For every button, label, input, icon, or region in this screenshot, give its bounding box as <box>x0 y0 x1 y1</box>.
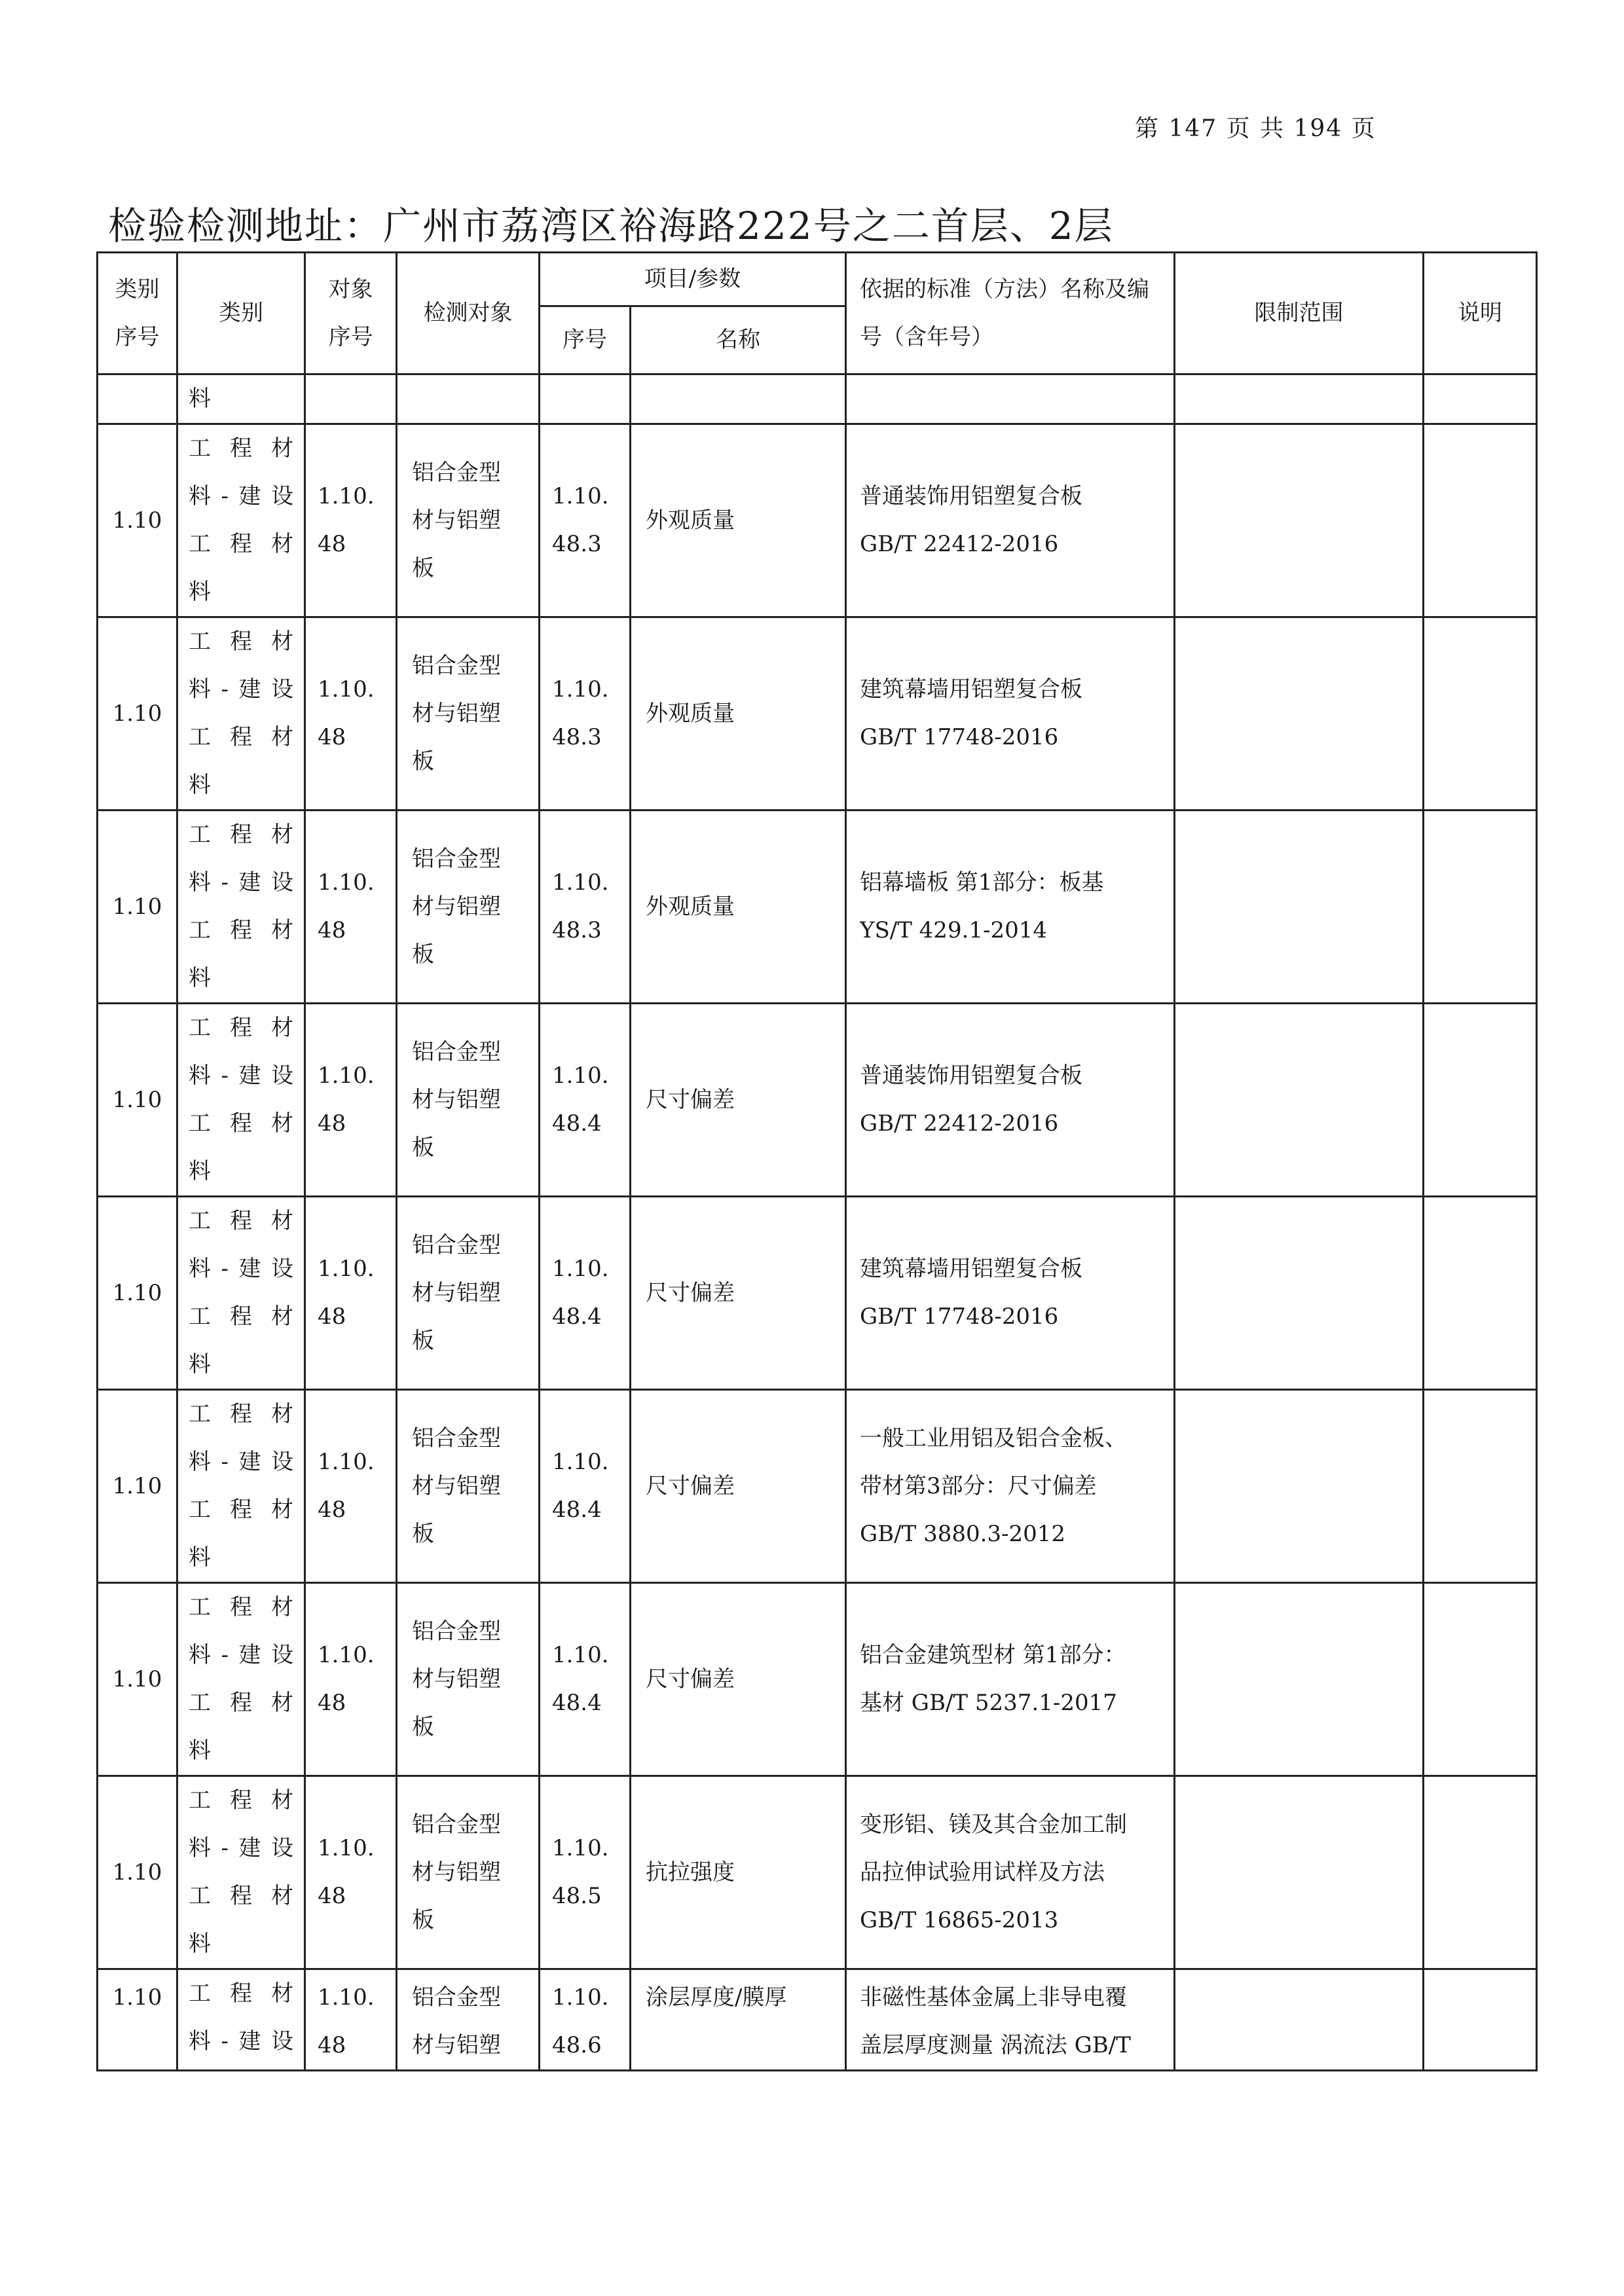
cell-object-number-line: 48 <box>318 531 346 557</box>
cell-param-name: 尺寸偏差 <box>631 1004 846 1197</box>
cell-test-object-line: 板 <box>412 748 434 774</box>
cell-standard-line: GB/T 22412-2016 <box>860 1110 1059 1137</box>
cell-param-number-line: 1.10. <box>552 1449 609 1475</box>
cell-limit-range <box>1175 1776 1424 1969</box>
cell-category-number: 1.10 <box>98 1197 177 1390</box>
header-limit-range: 限制范围 <box>1175 253 1424 374</box>
cell-standard-line: 建筑幕墙用铝塑复合板 <box>860 1256 1082 1282</box>
cell-category-number: 1.10 <box>98 1583 177 1776</box>
cell-param-number-line: 1.10. <box>552 869 609 896</box>
cell-param-number <box>540 617 631 811</box>
cell-param-number <box>540 1197 631 1390</box>
testing-address-heading: 检验检测地址：广州市荔湾区裕海路222号之二首层、2层 <box>108 204 1114 248</box>
accreditation-table <box>96 251 1538 2071</box>
cell-category-line: 工程材 <box>189 435 293 462</box>
cell-empty <box>846 374 1175 424</box>
cell-standard <box>846 1969 1175 2071</box>
cell-category-line: 料-建设 <box>189 1256 293 1282</box>
cell-remark <box>1424 617 1537 811</box>
cell-standard-line: 品拉伸试验用试样及方法 <box>860 1859 1105 1886</box>
cell-standard <box>846 1390 1175 1583</box>
header-object-number: 对象序号 <box>305 253 397 374</box>
cell-test-object-line: 材与铝塑 <box>412 1859 501 1886</box>
cell-remark <box>1424 1583 1537 1776</box>
cell-category-line: 料 <box>189 965 211 991</box>
cell-remark <box>1424 1776 1537 1969</box>
cell-limit-range <box>1175 1583 1424 1776</box>
cell-test-object <box>397 811 540 1004</box>
cell-standard-line: 盖层厚度测量 涡流法 GB/T <box>860 2032 1131 2058</box>
cell-object-number-line: 1.10. <box>318 1642 375 1668</box>
cell-category-line: 工程材 <box>189 1208 293 1234</box>
cell-test-object-line: 材与铝塑 <box>412 1666 501 1692</box>
cell-category-line: 工程材 <box>189 1401 293 1427</box>
cell-empty <box>98 374 177 424</box>
cell-param-number-line: 48.4 <box>552 1690 602 1716</box>
cell-category-tail: 料 <box>177 374 305 424</box>
cell-test-object-line: 材与铝塑 <box>412 507 501 534</box>
cell-object-number <box>305 1583 397 1776</box>
cell-object-number <box>305 1969 397 2071</box>
cell-limit-range <box>1175 1197 1424 1390</box>
cell-empty <box>1175 374 1424 424</box>
cell-standard-line: GB/T 17748-2016 <box>860 1303 1059 1330</box>
cell-category <box>177 617 305 811</box>
table-row <box>98 1583 1537 1776</box>
cell-object-number <box>305 1197 397 1390</box>
cell-test-object <box>397 424 540 617</box>
cell-test-object-line: 板 <box>412 1906 434 1933</box>
cell-param-name: 外观质量 <box>631 811 846 1004</box>
cell-category-line: 料 <box>189 1351 211 1377</box>
cell-category-line: 料-建设 <box>189 1063 293 1089</box>
cell-standard-line: YS/T 429.1-2014 <box>860 917 1048 943</box>
continuation-row <box>98 374 1537 424</box>
header-param-name: 名称 <box>631 306 846 374</box>
cell-category <box>177 1776 305 1969</box>
cell-category-line: 工程材 <box>189 1787 293 1813</box>
cell-test-object-line: 材与铝塑 <box>412 2032 501 2058</box>
cell-standard-line: 基材 GB/T 5237.1-2017 <box>860 1690 1117 1716</box>
cell-test-object-line: 材与铝塑 <box>412 893 501 920</box>
cell-standard <box>846 1583 1175 1776</box>
cell-object-number-line: 48 <box>318 1883 346 1909</box>
cell-category-line: 工程材 <box>189 1594 293 1620</box>
cell-test-object <box>397 617 540 811</box>
cell-category-line: 料 <box>189 579 211 605</box>
cell-param-number-line: 48.4 <box>552 1497 602 1523</box>
cell-object-number-line: 48 <box>318 724 346 750</box>
cell-category <box>177 424 305 617</box>
cell-remark <box>1424 1969 1537 2071</box>
cell-param-number-line: 1.10. <box>552 1984 609 2011</box>
cell-standard-line: 建筑幕墙用铝塑复合板 <box>860 676 1082 702</box>
cell-test-object-line: 板 <box>412 1713 434 1740</box>
cell-object-number-line: 1.10. <box>318 676 375 702</box>
cell-category <box>177 1390 305 1583</box>
cell-test-object-line: 材与铝塑 <box>412 700 501 727</box>
cell-param-number-line: 48.3 <box>552 531 602 557</box>
cell-category-line: 料-建设 <box>189 1835 293 1861</box>
cell-standard <box>846 617 1175 811</box>
cell-standard-line: 变形铝、镁及其合金加工制 <box>860 1811 1127 1838</box>
cell-category-line: 料 <box>189 1931 211 1957</box>
header-remark: 说明 <box>1424 253 1537 374</box>
cell-param-name: 外观质量 <box>631 424 846 617</box>
header-test-object: 检测对象 <box>397 253 540 374</box>
cell-standard-line: GB/T 3880.3-2012 <box>860 1520 1066 1547</box>
cell-category-number: 1.10 <box>98 1390 177 1583</box>
cell-param-number-line: 1.10. <box>552 483 609 509</box>
cell-param-number-line: 48.5 <box>552 1883 602 1909</box>
cell-limit-range <box>1175 1390 1424 1583</box>
cell-limit-range <box>1175 617 1424 811</box>
cell-test-object <box>397 1583 540 1776</box>
table-row <box>98 1776 1537 1969</box>
cell-test-object <box>397 1969 540 2071</box>
cell-category <box>177 1004 305 1197</box>
cell-limit-range <box>1175 1004 1424 1197</box>
cell-category-line: 料 <box>189 1738 211 1764</box>
cell-object-number-line: 48 <box>318 1497 346 1523</box>
cell-standard-line: 非磁性基体金属上非导电覆 <box>860 1984 1127 2011</box>
table-row <box>98 1004 1537 1197</box>
cell-object-number-line: 1.10. <box>318 1256 375 1282</box>
cell-param-name: 抗拉强度 <box>631 1776 846 1969</box>
cell-object-number-line: 1.10. <box>318 1984 375 2011</box>
cell-param-number <box>540 1390 631 1583</box>
cell-category <box>177 1583 305 1776</box>
cell-param-number <box>540 811 631 1004</box>
cell-category-line: 工程材 <box>189 917 293 943</box>
cell-limit-range <box>1175 811 1424 1004</box>
cell-remark <box>1424 811 1537 1004</box>
header-standard: 依据的标准（方法）名称及编号（含年号） <box>846 253 1175 374</box>
cell-standard <box>846 424 1175 617</box>
cell-category-line: 料-建设 <box>189 676 293 702</box>
cell-param-number-line: 48.3 <box>552 917 602 943</box>
cell-object-number-line: 1.10. <box>318 483 375 509</box>
cell-param-name: 涂层厚度/膜厚 <box>631 1969 846 2071</box>
cell-category-line: 料-建设 <box>189 483 293 509</box>
page-number: 第 147 页 共 194 页 <box>1135 115 1376 142</box>
cell-category-line: 料-建设 <box>189 1642 293 1668</box>
cell-category-line: 工程材 <box>189 1303 293 1330</box>
cell-object-number <box>305 1776 397 1969</box>
cell-object-number-line: 48 <box>318 1303 346 1330</box>
cell-remark <box>1424 424 1537 617</box>
cell-object-number <box>305 1390 397 1583</box>
cell-test-object <box>397 1390 540 1583</box>
cell-param-number-line: 1.10. <box>552 1835 609 1861</box>
cell-category-line: 工程材 <box>189 1110 293 1137</box>
cell-limit-range <box>1175 1969 1424 2071</box>
cell-remark <box>1424 1197 1537 1390</box>
cell-param-number-line: 48.3 <box>552 724 602 750</box>
cell-param-number <box>540 1583 631 1776</box>
cell-empty <box>397 374 540 424</box>
cell-category-number: 1.10 <box>98 1004 177 1197</box>
cell-test-object-line: 铝合金型 <box>412 845 501 872</box>
cell-test-object-line: 材与铝塑 <box>412 1086 501 1113</box>
cell-param-number-line: 1.10. <box>552 1642 609 1668</box>
cell-test-object-line: 材与铝塑 <box>412 1279 501 1306</box>
cell-category-number: 1.10 <box>98 1776 177 1969</box>
cell-object-number <box>305 1004 397 1197</box>
cell-param-name: 外观质量 <box>631 617 846 811</box>
cell-category-number: 1.10 <box>98 811 177 1004</box>
cell-category-line: 工程材 <box>189 724 293 750</box>
cell-standard-line: 铝幕墙板 第1部分：板基 <box>860 869 1104 896</box>
cell-test-object-line: 铝合金型 <box>412 1984 501 2011</box>
cell-test-object-line: 板 <box>412 941 434 968</box>
cell-category-line: 料 <box>189 1544 211 1571</box>
cell-standard-line: GB/T 17748-2016 <box>860 724 1059 750</box>
cell-test-object-line: 板 <box>412 555 434 581</box>
cell-category <box>177 811 305 1004</box>
cell-limit-range <box>1175 424 1424 617</box>
cell-category-line: 工程材 <box>189 1497 293 1523</box>
cell-test-object-line: 板 <box>412 1134 434 1161</box>
cell-category-line: 料-建设 <box>189 2028 293 2054</box>
cell-category-line: 工程材 <box>189 629 293 655</box>
cell-standard-line: 一般工业用铝及铝合金板、 <box>860 1425 1127 1451</box>
cell-test-object-line: 板 <box>412 1520 434 1547</box>
cell-param-name: 尺寸偏差 <box>631 1583 846 1776</box>
cell-empty <box>1424 374 1537 424</box>
cell-category-line: 料-建设 <box>189 869 293 896</box>
cell-param-number-line: 1.10. <box>552 676 609 702</box>
cell-standard <box>846 1004 1175 1197</box>
cell-empty <box>540 374 631 424</box>
cell-param-number-line: 1.10. <box>552 1063 609 1089</box>
cell-param-number <box>540 424 631 617</box>
cell-category-line: 工程材 <box>189 1015 293 1041</box>
cell-object-number <box>305 424 397 617</box>
table-row <box>98 617 1537 811</box>
header-item-parameter: 项目/参数 <box>540 253 846 306</box>
cell-remark <box>1424 1004 1537 1197</box>
cell-param-number <box>540 1004 631 1197</box>
cell-standard <box>846 1197 1175 1390</box>
cell-test-object-line: 铝合金型 <box>412 1811 501 1838</box>
cell-standard-line: 铝合金建筑型材 第1部分： <box>860 1642 1126 1668</box>
cell-category <box>177 1969 305 2071</box>
cell-object-number-line: 48 <box>318 917 346 943</box>
table-row <box>98 1969 1537 2071</box>
table-row <box>98 811 1537 1004</box>
cell-category-number: 1.10 <box>98 424 177 617</box>
cell-category-number: 1.10 <box>98 617 177 811</box>
cell-object-number-line: 48 <box>318 1690 346 1716</box>
cell-param-number-line: 48.4 <box>552 1110 602 1137</box>
cell-object-number-line: 48 <box>318 1110 346 1137</box>
cell-test-object <box>397 1197 540 1390</box>
cell-param-number-line: 1.10. <box>552 1256 609 1282</box>
cell-category <box>177 1197 305 1390</box>
cell-object-number-line: 1.10. <box>318 1063 375 1089</box>
table-row <box>98 1390 1537 1583</box>
cell-category-line: 工程材 <box>189 1883 293 1909</box>
cell-standard <box>846 811 1175 1004</box>
cell-standard-line: 普通装饰用铝塑复合板 <box>860 483 1082 509</box>
cell-param-number-line: 48.4 <box>552 1303 602 1330</box>
cell-standard-line: GB/T 22412-2016 <box>860 531 1059 557</box>
cell-object-number-line: 1.10. <box>318 869 375 896</box>
header-category: 类别 <box>177 253 305 374</box>
cell-test-object-line: 板 <box>412 1327 434 1354</box>
cell-category-line: 料-建设 <box>189 1449 293 1475</box>
cell-object-number <box>305 811 397 1004</box>
cell-test-object <box>397 1004 540 1197</box>
cell-empty <box>631 374 846 424</box>
cell-param-number-line: 48.6 <box>552 2032 602 2058</box>
cell-remark <box>1424 1390 1537 1583</box>
cell-category-line: 工程材 <box>189 1690 293 1716</box>
cell-test-object-line: 铝合金型 <box>412 1038 501 1065</box>
cell-test-object-line: 铝合金型 <box>412 1618 501 1645</box>
cell-category-line: 料 <box>189 1158 211 1184</box>
cell-object-number-line: 48 <box>318 2032 346 2058</box>
cell-object-number-line: 1.10. <box>318 1835 375 1861</box>
cell-object-number-line: 1.10. <box>318 1449 375 1475</box>
table-row <box>98 1197 1537 1390</box>
cell-category-line: 料 <box>189 772 211 798</box>
header-param-number: 序号 <box>540 306 631 374</box>
cell-standard-line: GB/T 16865-2013 <box>860 1906 1059 1933</box>
cell-category-line: 工程材 <box>189 531 293 557</box>
cell-param-name: 尺寸偏差 <box>631 1197 846 1390</box>
cell-test-object <box>397 1776 540 1969</box>
cell-test-object-line: 铝合金型 <box>412 1425 501 1451</box>
cell-test-object-line: 材与铝塑 <box>412 1472 501 1499</box>
header-category-number: 类别序号 <box>98 253 177 374</box>
cell-object-number <box>305 617 397 811</box>
cell-standard-line: 带材第3部分：尺寸偏差 <box>860 1472 1097 1499</box>
cell-empty <box>305 374 397 424</box>
cell-test-object-line: 铝合金型 <box>412 652 501 679</box>
cell-param-number <box>540 1776 631 1969</box>
cell-category-line: 工程材 <box>189 1980 293 2007</box>
cell-standard-line: 普通装饰用铝塑复合板 <box>860 1063 1082 1089</box>
cell-param-name: 尺寸偏差 <box>631 1390 846 1583</box>
cell-test-object-line: 铝合金型 <box>412 1231 501 1258</box>
cell-standard <box>846 1776 1175 1969</box>
cell-test-object-line: 铝合金型 <box>412 459 501 486</box>
cell-category-number: 1.10 <box>98 1969 177 2071</box>
cell-param-number <box>540 1969 631 2071</box>
table-row <box>98 424 1537 617</box>
cell-category-line: 工程材 <box>189 822 293 848</box>
